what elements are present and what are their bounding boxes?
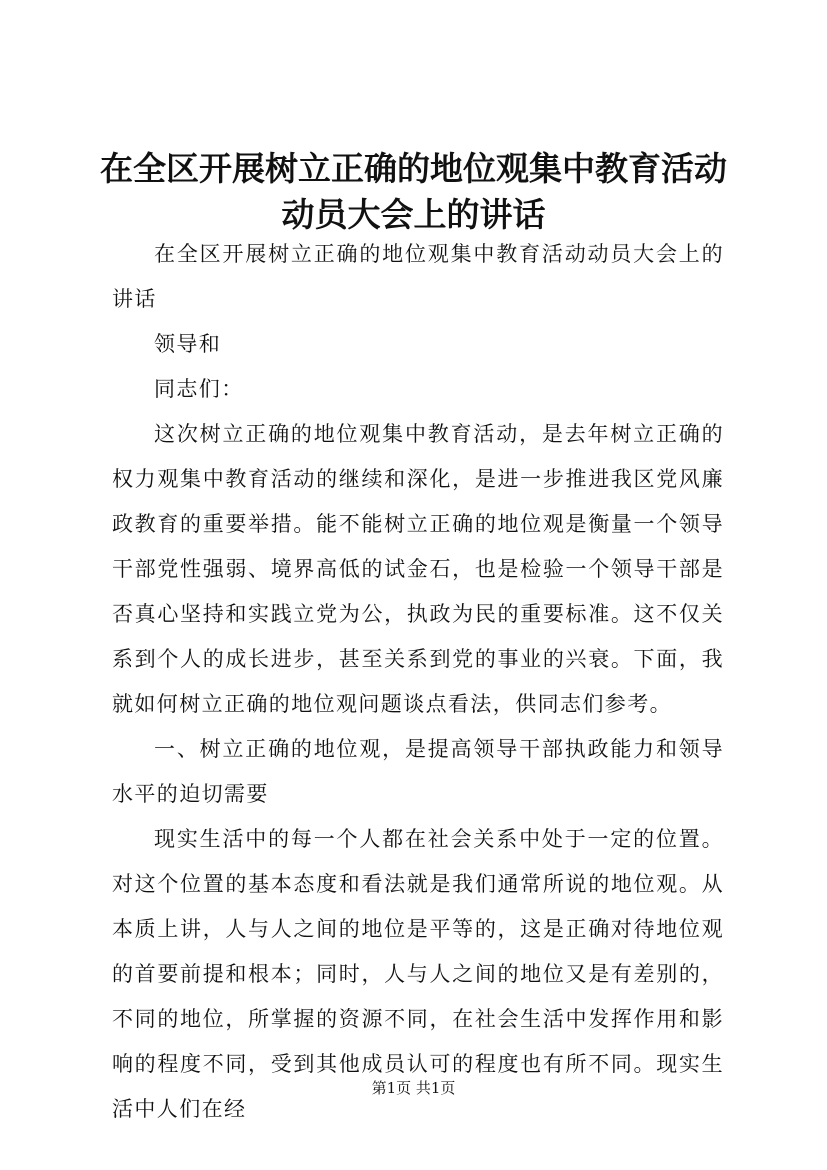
document-title: 在全区开展树立正确的地位观集中教育活动动员大会上的讲话 — [100, 149, 727, 234]
paragraph-section-1-body: 现实生活中的每一个人都在社会关系中处于一定的位置。对这个位置的基本态度和看法就是我们通常所说的地位观。从本质上讲，人与人之间的地位是平等的，这是正确对待地位观的首要前提和根本；同时，人与人之间的地位又是有差别的，不同的地位，所掌握的资源不同，在社会生活中发挥作用和影响的程度不同，受到其他成员认可的程度也有所不同。现实生活中人们在经 — [112, 827, 724, 1121]
paragraph-salutation-leaders: 领导和 — [154, 332, 222, 356]
document-body — [112, 232, 724, 1132]
paragraph-salutation-comrades: 同志们： — [154, 377, 244, 401]
paragraph-heading-repeat: 在全区开展树立正确的地位观集中教育活动动员大会上的讲话 — [112, 242, 724, 311]
section-heading-1: 一、树立正确的地位观，是提高领导干部执政能力和领导水平的迫切需要 — [112, 737, 724, 806]
paragraph-intro: 这次树立正确的地位观集中教育活动，是去年树立正确的权力观集中教育活动的继续和深化，是进一步推进我区党风廉政教育的重要举措。能不能树立正确的地位观是衡量一个领导干部党性强弱、境界高低的试金石，也是检验一个领导干部是否真心坚持和实践立党为公，执政为民的重要标准。这不仅关系到个人的成长进步，甚至关系到党的事业的兴衰。下面，我就如何树立正确的地位观问题谈点看法，供同志们参考。 — [112, 422, 724, 716]
page-number-footer: 第1页 共1页 — [371, 1079, 456, 1097]
